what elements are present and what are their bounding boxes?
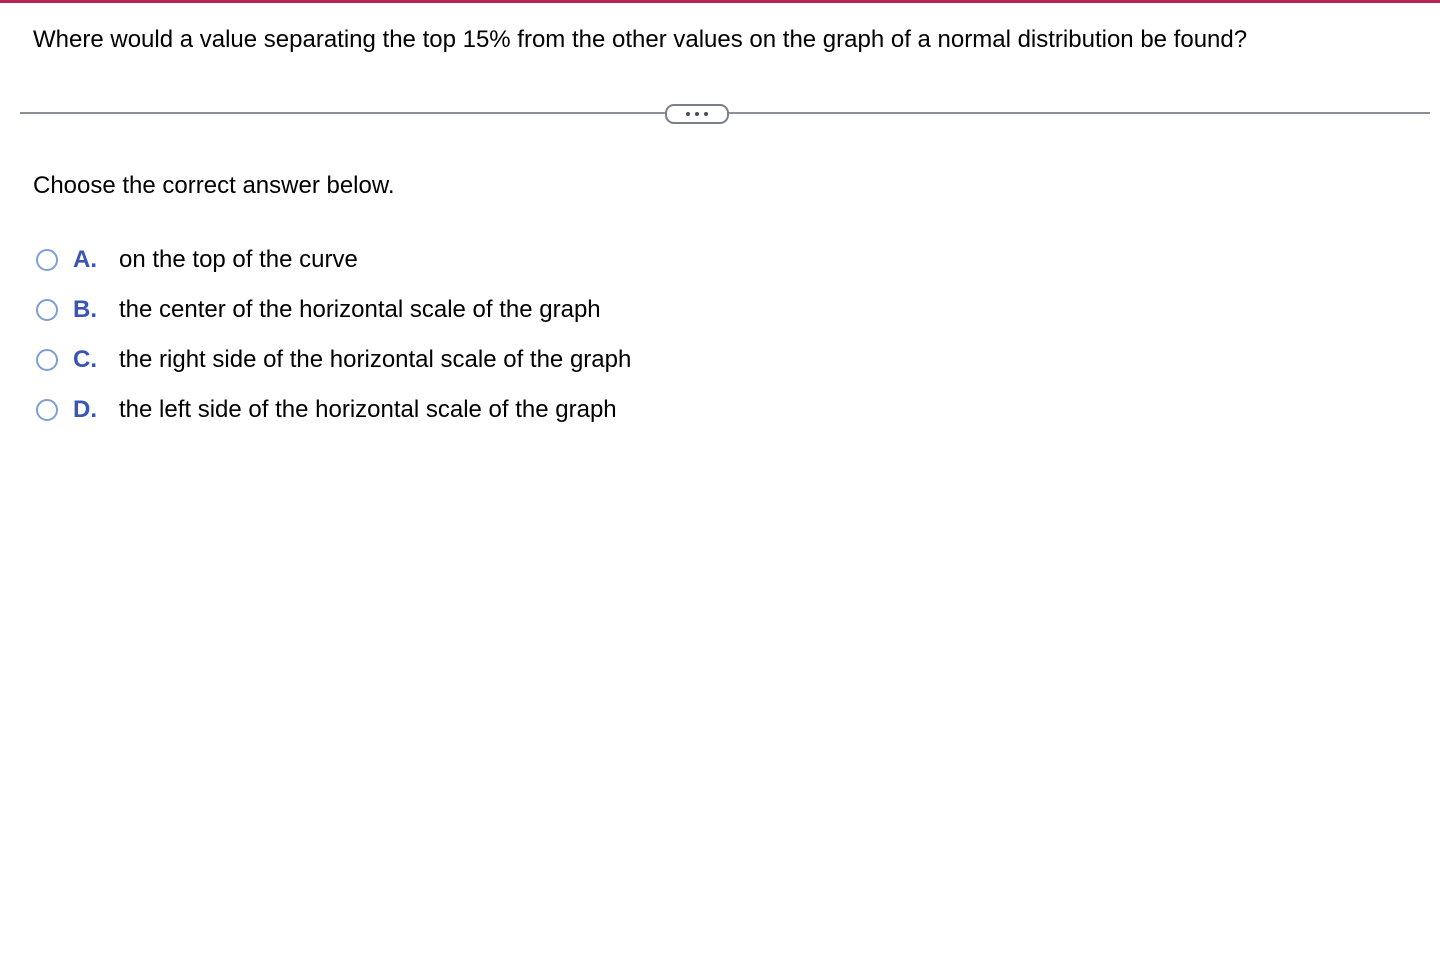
ellipsis-icon (704, 112, 708, 116)
top-accent-border (0, 0, 1440, 3)
option-letter: D. (73, 396, 97, 423)
radio-button-icon[interactable] (36, 249, 58, 271)
section-divider (20, 102, 1430, 124)
option-letter: B. (73, 296, 97, 323)
instruction-text: Choose the correct answer below. (33, 172, 395, 199)
option-letter: C. (73, 346, 97, 373)
option-b[interactable] (36, 285, 631, 335)
option-a[interactable] (36, 235, 631, 285)
option-text[interactable]: on the top of the curve (119, 246, 358, 273)
ellipsis-icon (695, 112, 699, 116)
option-c[interactable] (36, 335, 631, 385)
answer-options (36, 235, 631, 435)
radio-button-icon[interactable] (36, 399, 58, 421)
radio-button-icon[interactable] (36, 349, 58, 371)
option-letter: A. (73, 246, 97, 273)
ellipsis-icon (686, 112, 690, 116)
show-more-button[interactable] (665, 104, 729, 124)
option-text[interactable]: the right side of the horizontal scale of the graph (119, 346, 632, 373)
radio-button-icon[interactable] (36, 299, 58, 321)
option-text[interactable]: the center of the horizontal scale of the graph (119, 296, 601, 323)
option-text[interactable]: the left side of the horizontal scale of the graph (119, 396, 617, 423)
option-d[interactable] (36, 385, 631, 435)
question-text: Where would a value separating the top 15% from the other values on the graph of a normal distribution be found? (33, 26, 1248, 53)
